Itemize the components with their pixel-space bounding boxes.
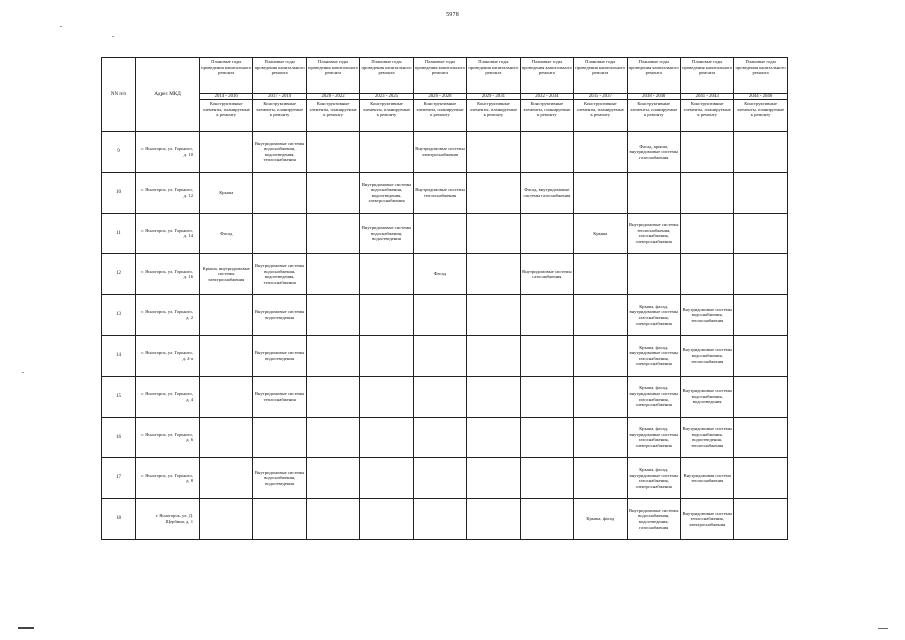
header-period: 2041 - 2043 bbox=[680, 94, 733, 100]
row-cell: Фасад, крыша, внутридомовые системы газоснабжения bbox=[627, 132, 680, 173]
row-number: 17 bbox=[102, 458, 136, 499]
row-cell: Крыша, фасад, внутридомовые системы газоснабжения, электроснабжения bbox=[627, 335, 680, 376]
header-period: 2020 - 2022 bbox=[306, 94, 359, 100]
row-cell bbox=[467, 335, 520, 376]
row-address: г. Ясногорск, ул. Горького, д. 8 bbox=[136, 458, 200, 499]
row-cell bbox=[467, 172, 520, 213]
header-elements: Конструктивные элементы, планируемые к ремонту bbox=[306, 100, 359, 132]
row-cell bbox=[413, 458, 466, 499]
row-cell: Внутридомовые системы водоснабжения, водоотведения bbox=[360, 213, 413, 254]
row-cell: Внутридомовые системы теплоснабжения, газоснабжения, электроснабжения bbox=[627, 213, 680, 254]
table-row bbox=[102, 499, 788, 540]
row-cell: Внутридомовые системы теплоснабжения bbox=[413, 172, 466, 213]
row-cell bbox=[306, 254, 359, 295]
row-cell: Внутридомовые системы водоснабжения, водоотведения, теплоснабжения bbox=[680, 417, 733, 458]
row-cell bbox=[306, 458, 359, 499]
row-address: г. Ясногорск, ул. Д. Щербина, д. 1 bbox=[136, 499, 200, 540]
row-cell bbox=[520, 458, 573, 499]
row-cell bbox=[360, 376, 413, 417]
row-cell bbox=[413, 376, 466, 417]
table-row bbox=[102, 417, 788, 458]
row-cell: Внутридомовые системы водоотведения bbox=[253, 295, 306, 336]
table-row bbox=[102, 132, 788, 173]
row-address: г. Ясногорск, ул. Горького, д. 2 bbox=[136, 295, 200, 336]
row-number: 10 bbox=[102, 172, 136, 213]
capital-repair-table-sheet bbox=[101, 57, 787, 539]
row-cell: Крыша, фасад bbox=[574, 499, 627, 540]
row-cell bbox=[253, 499, 306, 540]
row-cell bbox=[574, 254, 627, 295]
row-cell bbox=[627, 254, 680, 295]
row-cell bbox=[467, 417, 520, 458]
row-cell bbox=[200, 335, 253, 376]
row-cell bbox=[467, 295, 520, 336]
row-cell bbox=[574, 335, 627, 376]
scan-speck bbox=[60, 26, 62, 27]
row-cell: Внутридомовые системы газоснабжения bbox=[520, 254, 573, 295]
header-period: 2038 - 2040 bbox=[627, 94, 680, 100]
header-period: 2017 - 2019 bbox=[253, 94, 306, 100]
header-planned-years: Плановые годы проведения капитального ремонта bbox=[680, 58, 733, 94]
table-row bbox=[102, 172, 788, 213]
header-planned-years: Плановые годы проведения капитального ремонта bbox=[200, 58, 253, 94]
row-cell bbox=[253, 417, 306, 458]
header-period: 2035 - 2037 bbox=[574, 94, 627, 100]
header-row-elements bbox=[102, 100, 788, 132]
row-cell: Внутридомовые системы водоснабжения, водоотведения, электроснабжения bbox=[360, 172, 413, 213]
row-cell bbox=[360, 458, 413, 499]
row-cell bbox=[413, 295, 466, 336]
header-planned-years: Плановые годы проведения капитального ремонта bbox=[360, 58, 413, 94]
row-cell bbox=[200, 132, 253, 173]
row-cell bbox=[360, 295, 413, 336]
header-elements: Конструктивные элементы, планируемые к ремонту bbox=[360, 100, 413, 132]
row-cell bbox=[200, 458, 253, 499]
header-period: 2029 - 2031 bbox=[467, 94, 520, 100]
row-address: г. Ясногорск, ул. Горького, д. 2-а bbox=[136, 335, 200, 376]
row-cell bbox=[574, 458, 627, 499]
row-cell: Крыша bbox=[574, 213, 627, 254]
table-row bbox=[102, 458, 788, 499]
row-cell bbox=[734, 295, 787, 336]
row-cell: Внутридомовые системы водоснабжения, водоотведения bbox=[680, 376, 733, 417]
capital-repair-table bbox=[101, 57, 788, 540]
row-cell: Крыша, внутридомовые системы электроснабжения bbox=[200, 254, 253, 295]
row-cell: Фасад, внутридомовые системы газоснабжения bbox=[520, 172, 573, 213]
row-cell bbox=[627, 172, 680, 213]
row-cell bbox=[520, 295, 573, 336]
header-period: 2032 - 2034 bbox=[520, 94, 573, 100]
row-cell bbox=[574, 172, 627, 213]
row-cell: Внутридомовые системы водоснабжения, теплоснабжения bbox=[680, 335, 733, 376]
row-cell bbox=[200, 376, 253, 417]
row-cell bbox=[467, 376, 520, 417]
row-cell bbox=[574, 376, 627, 417]
row-cell: Внутридомовые системы водоснабжения, водоотведения, теплоснабжения bbox=[253, 132, 306, 173]
row-cell bbox=[734, 132, 787, 173]
row-cell bbox=[413, 499, 466, 540]
row-address: г. Ясногорск, ул. Горького, д. 10 bbox=[136, 132, 200, 173]
row-cell bbox=[413, 213, 466, 254]
table-row bbox=[102, 295, 788, 336]
row-cell bbox=[734, 335, 787, 376]
row-cell: Крыша bbox=[200, 172, 253, 213]
row-cell bbox=[306, 376, 359, 417]
table-row bbox=[102, 335, 788, 376]
row-cell bbox=[200, 295, 253, 336]
header-address: Адрес МКД bbox=[136, 58, 200, 132]
row-cell bbox=[360, 254, 413, 295]
row-cell bbox=[734, 499, 787, 540]
header-planned-years: Плановые годы проведения капитального ремонта bbox=[306, 58, 359, 94]
header-elements: Конструктивные элементы, планируемые к ремонту bbox=[680, 100, 733, 132]
header-elements: Конструктивные элементы, планируемые к ремонту bbox=[627, 100, 680, 132]
header-elements: Конструктивные элементы, планируемые к ремонту bbox=[413, 100, 466, 132]
table-row bbox=[102, 376, 788, 417]
header-planned-years: Плановые годы проведения капитального ремонта bbox=[520, 58, 573, 94]
row-cell bbox=[574, 417, 627, 458]
row-cell bbox=[200, 417, 253, 458]
header-elements: Конструктивные элементы, планируемые к ремонту bbox=[253, 100, 306, 132]
row-address: г. Ясногорск, ул. Горького, д. 4 bbox=[136, 376, 200, 417]
row-cell bbox=[253, 172, 306, 213]
row-cell bbox=[680, 132, 733, 173]
row-cell bbox=[360, 499, 413, 540]
row-cell: Внутридомовые системы теплоснабжения bbox=[253, 376, 306, 417]
row-cell bbox=[520, 213, 573, 254]
row-cell bbox=[520, 417, 573, 458]
row-cell bbox=[413, 417, 466, 458]
header-planned-years: Плановые годы проведения капитального ремонта bbox=[253, 58, 306, 94]
row-cell bbox=[413, 335, 466, 376]
header-period: 2044 - 2046 bbox=[734, 94, 787, 100]
row-cell bbox=[306, 295, 359, 336]
row-cell bbox=[467, 499, 520, 540]
row-cell bbox=[520, 335, 573, 376]
row-cell bbox=[360, 335, 413, 376]
row-cell: Крыша, фасад, внутридомовые системы газоснабжения, электроснабжения bbox=[627, 376, 680, 417]
header-planned-years: Плановые годы проведения капитального ремонта bbox=[574, 58, 627, 94]
row-cell: Внутридомовые системы водоснабжения, теплоснабжения bbox=[680, 295, 733, 336]
row-cell bbox=[306, 172, 359, 213]
row-cell bbox=[734, 458, 787, 499]
header-elements: Конструктивные элементы, планируемые к ремонту bbox=[520, 100, 573, 132]
header-num: NN п/п bbox=[102, 58, 136, 132]
header-elements: Конструктивные элементы, планируемые к ремонту bbox=[200, 100, 253, 132]
row-cell: Внутридомовые системы водоснабжения, водоотведения bbox=[253, 458, 306, 499]
row-number: 13 bbox=[102, 295, 136, 336]
header-period: 2014 - 2016 bbox=[200, 94, 253, 100]
row-cell bbox=[520, 376, 573, 417]
header-planned-years: Плановые годы проведения капитального ремонта bbox=[467, 58, 520, 94]
table-row bbox=[102, 254, 788, 295]
row-cell bbox=[467, 213, 520, 254]
row-cell bbox=[734, 376, 787, 417]
row-cell bbox=[467, 254, 520, 295]
row-cell: Фасад bbox=[413, 254, 466, 295]
row-cell bbox=[306, 132, 359, 173]
header-row-planned bbox=[102, 58, 788, 94]
row-number: 11 bbox=[102, 213, 136, 254]
row-cell bbox=[360, 417, 413, 458]
row-number: 15 bbox=[102, 376, 136, 417]
row-number: 18 bbox=[102, 499, 136, 540]
row-cell bbox=[574, 295, 627, 336]
table-row bbox=[102, 213, 788, 254]
scan-speck bbox=[112, 36, 114, 37]
header-planned-years: Плановые годы проведения капитального ремонта bbox=[627, 58, 680, 94]
row-cell bbox=[306, 335, 359, 376]
row-address: г. Ясногорск, ул. Горького, д. 16 bbox=[136, 254, 200, 295]
row-cell bbox=[467, 132, 520, 173]
row-cell bbox=[680, 172, 733, 213]
row-cell bbox=[734, 213, 787, 254]
row-cell bbox=[520, 499, 573, 540]
row-cell: Внутридомовая система теплоснабжения bbox=[680, 458, 733, 499]
row-cell bbox=[680, 254, 733, 295]
row-cell bbox=[306, 417, 359, 458]
row-cell bbox=[306, 213, 359, 254]
row-cell: Внутридомовые системы водоотведения bbox=[253, 335, 306, 376]
row-cell bbox=[467, 458, 520, 499]
row-cell bbox=[574, 132, 627, 173]
table-body bbox=[102, 58, 788, 540]
row-number: 16 bbox=[102, 417, 136, 458]
row-address: г. Ясногорск, ул. Горького, д. 14 bbox=[136, 213, 200, 254]
scan-mark bbox=[18, 627, 34, 629]
row-cell bbox=[680, 213, 733, 254]
row-cell bbox=[253, 213, 306, 254]
row-address: г. Ясногорск, ул. Горького, д. 12 bbox=[136, 172, 200, 213]
header-period: 2026 - 2028 bbox=[413, 94, 466, 100]
row-address: г. Ясногорск, ул. Горького, д. 6 bbox=[136, 417, 200, 458]
page-number: 5978 bbox=[446, 12, 459, 18]
header-planned-years: Плановые годы проведения капитального ремонта bbox=[734, 58, 787, 94]
row-cell: Внутридомовые системы электроснабжения bbox=[413, 132, 466, 173]
row-cell bbox=[200, 499, 253, 540]
scan-mark bbox=[878, 628, 888, 629]
header-period: 2023 - 2025 bbox=[360, 94, 413, 100]
row-cell: Внутридомовые системы теплоснабжения, электроснабжения bbox=[680, 499, 733, 540]
row-cell: Фасад bbox=[200, 213, 253, 254]
row-cell bbox=[520, 132, 573, 173]
row-cell bbox=[734, 172, 787, 213]
header-elements: Конструктивные элементы, планируемые к ремонту bbox=[574, 100, 627, 132]
row-number: 9 bbox=[102, 132, 136, 173]
row-cell: Внутридомовые системы водоснабжения, водоотведения, газоснабжения bbox=[627, 499, 680, 540]
row-number: 12 bbox=[102, 254, 136, 295]
row-cell bbox=[306, 499, 359, 540]
row-cell: Крыша, фасад, внутридомовые системы газоснабжения, электроснабжения bbox=[627, 417, 680, 458]
row-cell bbox=[360, 132, 413, 173]
row-cell: Крыша, фасад, внутридомовые системы газоснабжения, электроснабжения bbox=[627, 458, 680, 499]
row-cell bbox=[734, 254, 787, 295]
row-cell: Крыша, фасад, внутридомовые системы газоснабжения, электроснабжения bbox=[627, 295, 680, 336]
scan-speck bbox=[22, 372, 24, 373]
row-cell: Внутридомовые системы водоснабжения, водоотведения, теплоснабжения bbox=[253, 254, 306, 295]
header-elements: Конструктивные элементы, планируемые к ремонту bbox=[467, 100, 520, 132]
header-elements: Конструктивные элементы, планируемые к ремонту bbox=[734, 100, 787, 132]
row-number: 14 bbox=[102, 335, 136, 376]
header-planned-years: Плановые годы проведения капитального ремонта bbox=[413, 58, 466, 94]
row-cell bbox=[734, 417, 787, 458]
